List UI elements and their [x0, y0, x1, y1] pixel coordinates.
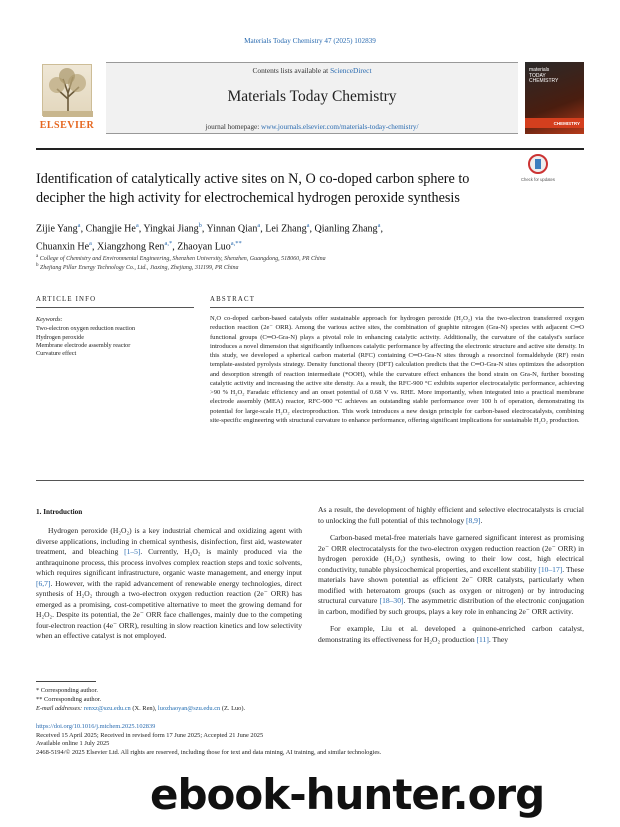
body-column-right: [318, 505, 584, 646]
watermark-text: ebook-hunter.org: [150, 770, 545, 819]
reference-link[interactable]: [1–5]: [124, 547, 141, 557]
contents-prefix: Contents lists available at: [252, 66, 331, 75]
abstract-heading: ABSTRACT: [210, 296, 256, 303]
reference-link[interactable]: [8,9]: [465, 515, 481, 525]
footnote-emails: [36, 704, 316, 713]
text: As a result, the development of highly efficient and selective electrocatalysts is crucial to unlocking the full potential of this technology: [318, 505, 584, 525]
copyright-notice: 2468-5194/© 2025 Elsevier Ltd. All rights are reserved, including those for text and data mining, AI training, and similar technologies.: [36, 748, 382, 756]
text: . However, with the rapid advancement of renewable energy technologies, direct synthesis of H₂O₂ through a two-electron oxygen reduction reaction (2e⁻ ORR) has emerged as a promising, cost-competitive alternative to meet the growing demand for H₂O₂. Despite its potential, the 2e⁻ ORR face challenges, mainly due to the competing four-electron reaction (4e⁻ ORR), resulting in slow reaction kinetics and low selectivity when an effective catalyst is not employed.: [36, 578, 302, 641]
email-owner: (X. Ren),: [130, 705, 158, 712]
paragraph: [36, 526, 302, 642]
elsevier-wordmark: ELSEVIER: [39, 120, 95, 131]
text: . The asymmetric distribution of the electronic conjugation in carbon, modified by such groups, plays a key role in enhancing 2e⁻ ORR activity.: [318, 596, 584, 616]
abstract-text: N,O co-doped carbon-based catalysts offer sustainable approach for hydrogen peroxide (H₂O₂) via the two-electron transferred oxygen reduction reaction (2e⁻ ORR). Among the various active sites, the combination of graphite nitrogen (Gra-N) species with adjacent C═O functional groups (C═O-Gra-N) plays a pivotal role in enhancing catalytic activity. Additionally, the curvature of the catalyst's surface introduces a novel dimension that significantly influences catalytic performance by affecting the electronic structure and active site density. In this study, we developed a spherical carbon material (RFC) containing C═O-Gra-N sites through a resorcinol formaldehyde (RF) resin template-assisted pyrolysis strategy. Density functional theory (DFT) calculation predicts that the C═O-Gra-N sites optimizes the adsorption and desorption strength of reaction intermediate (*OOH), while the curvature effect enhances the bond strain on Gra-N, further boosting catalytic activity and increasing the active site density. As a result, the RFC-900 °C exhibits superior electrocatalytic performance, achieving >90 % H₂O₂ Faradaic efficiency and an onset potential of 0.68 V vs. RHE. More importantly, when integrated into a practical membrane electrode assembly (MEA) reactor, RFC-900 °C achieves an outstanding stable performance over 100 h of operation, demonstrating its potential for large-scale H₂O₂ electroproduction. This work introduces a new design principle for carbon-based electrocatalysts, combining site-specific engineering with structural curvature to enhance performance, offering significant implications for sustainable H₂O₂ production.: [210, 315, 584, 424]
author: Changjie He: [85, 223, 136, 235]
author: Yinnan Qian: [206, 223, 258, 235]
cover-label: CHEMISTRY: [553, 121, 580, 126]
email-link[interactable]: luozhaoyan@szu.edu.cn: [157, 705, 221, 712]
journal-title: Materials Today Chemistry: [227, 88, 397, 105]
reference-link[interactable]: [18–30]: [379, 596, 404, 606]
keyword: Hydrogen peroxide: [36, 333, 84, 341]
reference-link[interactable]: [6,7]: [36, 578, 51, 588]
author-affil-link[interactable]: a: [306, 222, 310, 229]
author-affil-link[interactable]: a: [77, 222, 81, 229]
section-heading-introduction: 1. Introduction: [36, 508, 83, 516]
author-affil-link[interactable]: a,*: [164, 240, 173, 248]
article-title: Identification of catalytically active sites on N, O co-doped carbon sphere to decipher the high activity for electrochemical hydrogen peroxide synthesis: [36, 171, 470, 206]
journal-citation-link[interactable]: Materials Today Chemistry 47 (2025) 102839: [244, 37, 376, 45]
journal-cover-thumbnail[interactable]: [525, 62, 584, 134]
text: Hydrogen peroxide (H₂O₂) is a key industrial chemical and oxidizing agent with diverse applications, including in chemical synthesis, disinfection, first aid, wastewater treatment, and bleaching: [36, 526, 302, 557]
footnote-rule: [36, 681, 96, 682]
text: . They: [488, 635, 508, 645]
author: Qianling Zhang: [314, 223, 378, 235]
journal-header-box: [106, 62, 518, 134]
journal-homepage-link[interactable]: www.journals.elsevier.com/materials-today-chemistry/: [261, 123, 419, 131]
author-affil-link[interactable]: a: [135, 222, 139, 229]
check-updates-icon: [528, 154, 548, 174]
affiliation-text: College of Chemistry and Environmental Engineering, Shenzhen University, Shenzhen, Guangdong, 518060, PR China: [39, 256, 326, 262]
text: For example, Liu et al. developed a quinone-enriched carbon catalyst, demonstrating its effectiveness for H₂O₂ production: [318, 624, 584, 645]
footnote-corresponding-1: * Corresponding author.: [36, 687, 98, 694]
email-link[interactable]: renxz@szu.edu.cn: [83, 705, 131, 712]
author: Zijie Yang: [36, 223, 78, 235]
text: .: [480, 515, 483, 525]
article-metadata: [36, 723, 596, 757]
email-label: E-mail addresses:: [36, 705, 83, 712]
abstract-bottom-rule: [36, 480, 584, 481]
elsevier-logo[interactable]: [36, 62, 98, 134]
author-affil-link[interactable]: b: [198, 222, 202, 229]
reference-link[interactable]: [11]: [476, 635, 489, 645]
paragraph: [318, 533, 584, 617]
received-dates: Received 15 April 2025; Received in revised form 17 June 2025; Accepted 21 June 2025: [36, 731, 264, 739]
paragraph: [318, 624, 584, 645]
keyword: Curvature effect: [36, 350, 77, 358]
journal-masthead: [36, 62, 584, 138]
check-for-updates-button[interactable]: [520, 152, 556, 188]
title-divider: [36, 148, 584, 150]
authors-line-1: Zijie Yang$^a$, Changjie He$^a$, Yingkai Jiang$^b$, Yinnan Qian$^a$, Lei Zhang$^a$, Qianling Zhang$^a$,: [36, 222, 383, 235]
affiliation-b: [36, 261, 584, 273]
article-info-heading: ARTICLE INFO: [36, 296, 97, 303]
keywords-heading: Keywords:: [36, 316, 63, 323]
sciencedirect-link[interactable]: ScienceDirect: [330, 66, 372, 75]
text: . Currently, H₂O₂ is mainly produced via the anthraquinone process, this process involves complex reaction steps and toxic solvents, which requires significant infrastructure, organic waste management, and energy input: [36, 547, 302, 578]
keyword: Two-electron oxygen reduction reaction: [36, 325, 136, 333]
affiliation-text: Zhejiang Pillar Energy Technology Co., Ltd., Jiaxing, Zhejiang, 311199, PR China: [40, 265, 239, 271]
author: Chuanxin He: [36, 241, 90, 253]
reference-link[interactable]: [10–17]: [538, 564, 563, 574]
footnotes: [36, 686, 316, 713]
author-affil-link[interactable]: a: [377, 222, 381, 229]
author-affil-link[interactable]: a: [89, 240, 92, 248]
authors-line-2: Chuanxin He$^a$, Xiangzhong Ren$^{a,*}$, Zhaoyan Luo$^{a,**}$: [36, 240, 242, 253]
footnote-corresponding-2: ** Corresponding author.: [36, 696, 102, 703]
check-updates-label: Check for updates: [521, 177, 555, 182]
body-column-left: [36, 526, 302, 642]
elsevier-tree-icon: [42, 64, 92, 116]
article-info-rule: [36, 307, 194, 308]
email-owner: (Z. Luo).: [220, 705, 246, 712]
affiliation-marker: b: [36, 263, 39, 268]
cover-text: materials TODAY CHEMISTRY: [529, 67, 559, 84]
contents-line: [106, 66, 518, 75]
doi-link[interactable]: https://doi.org/10.1016/j.mtchem.2025.102839: [36, 723, 156, 730]
author: Lei Zhang: [265, 223, 307, 235]
abstract-rule: [210, 307, 584, 308]
text: Carbon-based metal-free materials have garnered significant interest as promising 2e⁻ ORR electrocatalysts for the two-electron oxygen reduction reaction (2e⁻ ORR) in hydrogen peroxide (H₂O₂) synthesis, owing to their low cost, high electrical conductivity, tunable physicochemical properties, and excellent stability: [318, 533, 584, 574]
available-online: Available online 1 July 2025: [36, 740, 110, 748]
affiliation-marker: a: [36, 254, 39, 259]
text: . These materials have shown potential as efficient 2e⁻ ORR catalysts, particularly when modified with heteroatom groups (such as oxygen or nitrogen) or by introducing structural curvature: [318, 564, 584, 606]
homepage-line: [106, 123, 518, 131]
keyword: Membrane electrode assembly reactor: [36, 341, 131, 349]
paragraph: [318, 505, 584, 526]
keywords-block: [36, 316, 186, 358]
author-affil-link[interactable]: a: [257, 222, 261, 229]
author: Zhaoyan Luo: [177, 241, 231, 253]
author-affil-link[interactable]: a,**: [230, 240, 242, 248]
author: Xiangzhong Ren: [96, 241, 165, 253]
homepage-prefix: journal homepage:: [205, 123, 262, 131]
author: Yingkai Jiang: [143, 223, 199, 235]
author-list: [36, 218, 584, 255]
